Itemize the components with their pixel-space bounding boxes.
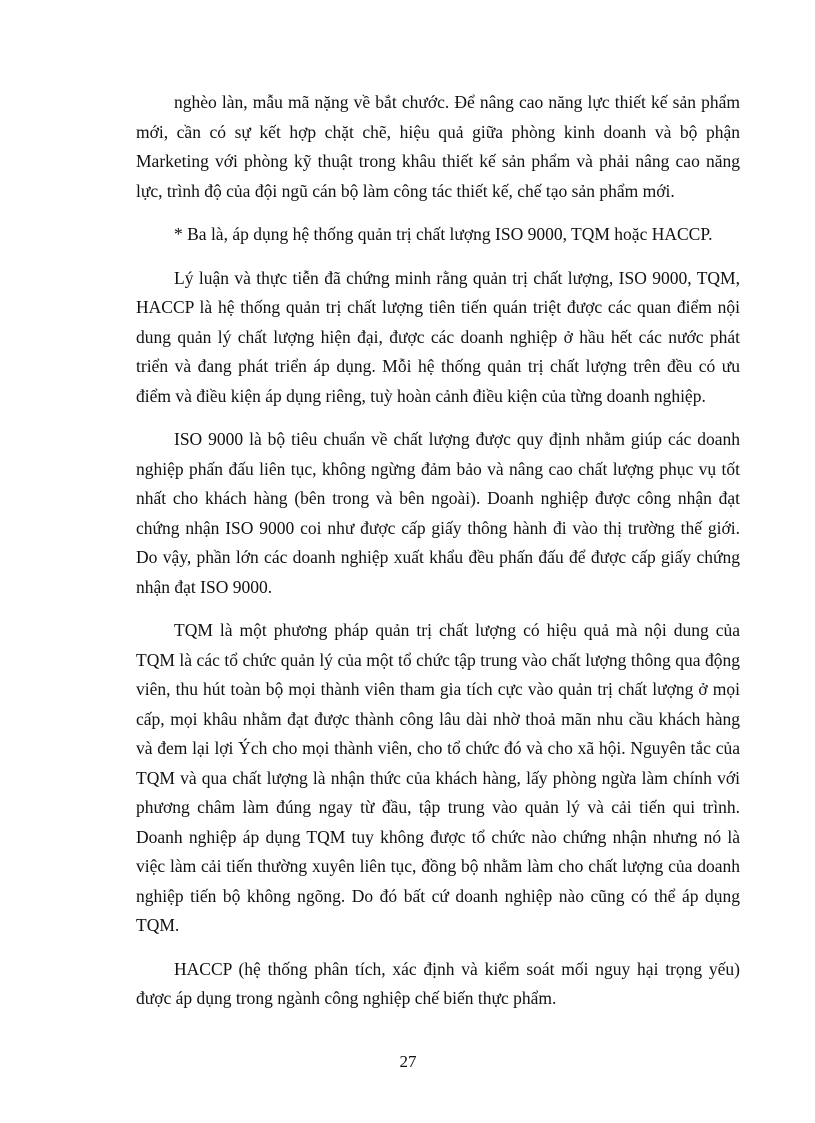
paragraph-iso-9000: ISO 9000 là bộ tiêu chuẩn về chất lượng được quy định nhằm giúp các doanh nghiệp phấn đấu liên tục, không ngừng đảm bảo và nâng cao chất lượng phục vụ tốt nhất cho khách hàng (bên trong và bên ngoài). Doanh nghiệp được công nhận đạt chứng nhận ISO 9000 coi như được cấp giấy thông hành đi vào thị trường thế giới. Do vậy, phần lớn các doanh nghiệp xuất khẩu đều phấn đấu để được cấp giấy chứng nhận đạt ISO 9000. bbox=[136, 429, 740, 597]
paragraph-continuation: nghèo làn, mẫu mã nặng về bắt chước. Để nâng cao năng lực thiết kế sản phẩm mới, cần có sự kết hợp chặt chẽ, hiệu quả giữa phòng kinh doanh và bộ phận Marketing với phòng kỹ thuật trong khâu thiết kế sản phẩm và phải nâng cao năng lực, trình độ của đội ngũ cán bộ làm công tác thiết kế, chế tạo sản phẩm mới. bbox=[136, 92, 740, 201]
body-text bbox=[136, 88, 740, 1028]
paragraph-point-three: * Ba là, áp dụng hệ thống quản trị chất lượng ISO 9000, TQM hoặc HACCP. bbox=[174, 224, 713, 244]
paragraph-tqm: TQM là một phương pháp quản trị chất lượng có hiệu quả mà nội dung của TQM là các tổ chức quản lý của một tổ chức tập trung vào chất lượng thông qua động viên, thu hút toàn bộ mọi thành viên tham gia tích cực vào quản trị chất lượng ở mọi cấp, mọi khâu nhằm đạt được thành công lâu dài nhờ thoả mãn nhu cầu khách hàng và đem lại lợi Ých cho mọi thành viên, cho tổ chức đó và cho xã hội. Nguyên tắc của TQM và qua chất lượng là nhận thức của khách hàng, lấy phòng ngừa làm chính với phương châm làm đúng ngay từ đầu, tập trung vào quản lý và cải tiến qui trình. Doanh nghiệp áp dụng TQM tuy không được tổ chức nào chứng nhận nhưng nó là việc làm cải tiến thường xuyên liên tục, đồng bộ nhằm làm cho chất lượng của doanh nghiệp tiến bộ không ngõng. Do đó bất cứ doanh nghiệp nào cũng có thể áp dụng TQM. bbox=[136, 620, 740, 935]
paragraph-quality-systems: Lý luận và thực tiễn đã chứng minh rằng quản trị chất lượng, ISO 9000, TQM, HACCP là hệ thống quản trị chất lượng tiên tiến quán triệt được các quan điểm nội dung quản lý chất lượng hiện đại, được các doanh nghiệp ở hầu hết các nước phát triển và đang phát triển áp dụng. Mỗi hệ thống quản trị chất lượng trên đều có ưu điểm và điều kiện áp dụng riêng, tuỳ hoàn cảnh điều kiện của từng doanh nghiệp. bbox=[136, 267, 740, 406]
page-number: 27 bbox=[399, 1052, 417, 1071]
paragraph-haccp: HACCP (hệ thống phân tích, xác định và kiểm soát mối nguy hại trọng yếu) được áp dụng trong ngành công nghiệp chế biến thực phẩm. bbox=[136, 958, 740, 1008]
